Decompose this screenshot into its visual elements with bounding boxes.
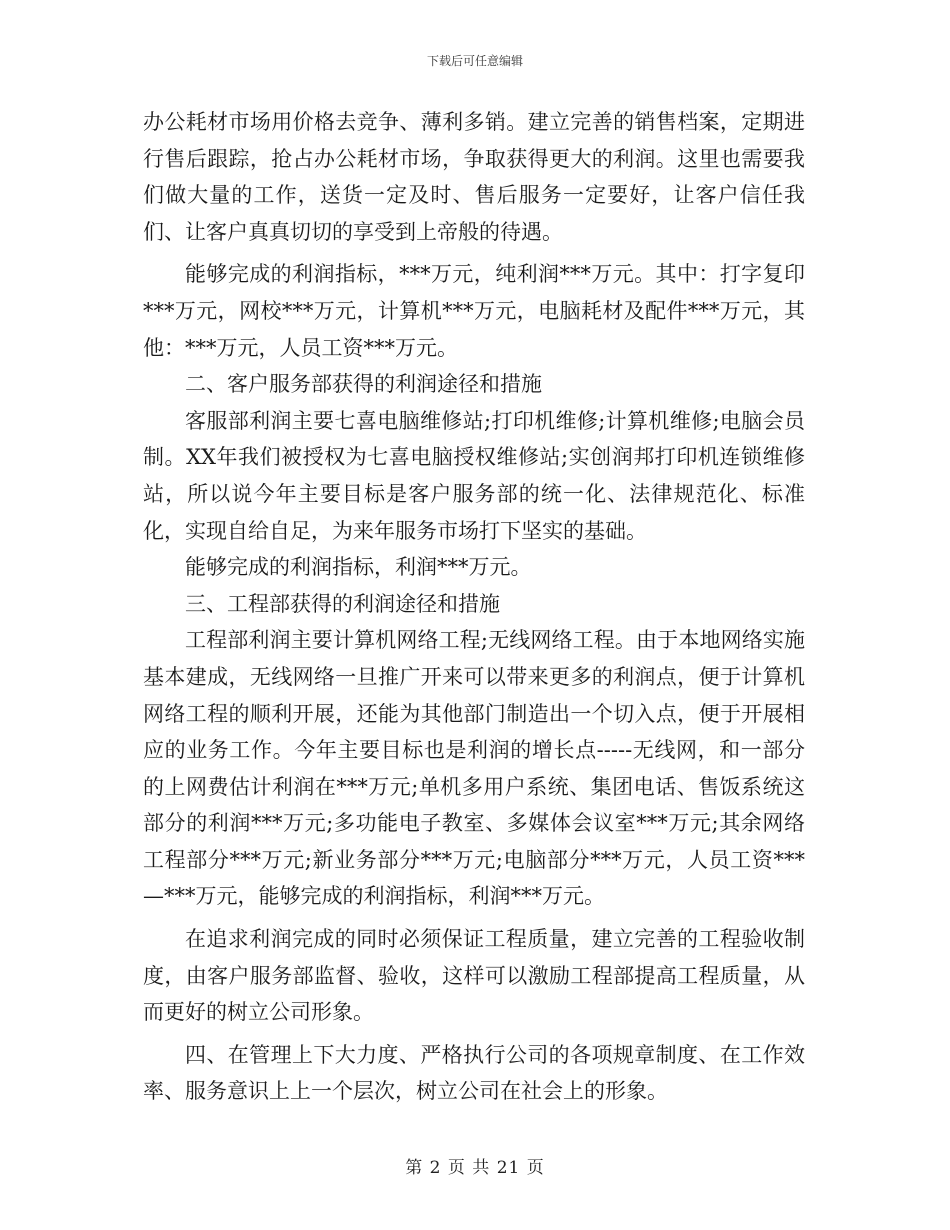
paragraph-3: 客服部利润主要七喜电脑维修站;打印机维修;计算机维修;电脑会员制。XX年我们被授权为七喜电脑授权维修站;实创润邦打印机连锁维修站，所以说今年主要目标是客户服务部的统一化、法律规范化、标准化，实现自给自足，为来年服务市场打下坚实的基础。 [143,408,805,543]
page-header: 下载后可任意编辑 [426,54,523,68]
paragraph-5: 工程部利润主要计算机网络工程;无线网络工程。由于本地网络实施基本建成，无线网络一旦推广开来可以带来更多的利润点，便于计算机网络工程的顺利开展，还能为其他部门制造出一个切入点，便于开展相应的业务工作。今年主要目标也是利润的增长点-----无线网，和一部分的上网费估计利润在***万元;单机多用户系统、集团电话、售饭系统这部分的利润***万元;多功能电子教室、多媒体会议室***万元;其余网络工程部分***万元;新业务部分***万元;电脑部分***万元，人员工资***—***万元，能够完成的利润指标，利润***万元。 [143,628,805,909]
paragraph-2: 能够完成的利润指标，***万元，纯利润***万元。其中：打字复印***万元，网校***万元，计算机***万元，电脑耗材及配件***万元，其他：***万元，人员工资***万元。 [143,262,805,360]
document-body [143,104,805,1110]
paragraph-6: 在追求利润完成的同时必须保证工程质量，建立完善的工程验收制度，由客户服务部监督、验收，这样可以激励工程部提高工程质量，从而更好的树立公司形象。 [143,927,805,1025]
paragraph-4: 能够完成的利润指标，利润***万元。 [185,555,532,580]
section-heading-2: 二、客户服务部获得的利润途径和措施 [185,372,542,397]
paragraph-1: 办公耗材市场用价格去竞争、薄利多销。建立完善的销售档案，定期进行售后跟踪，抢占办公耗材市场，争取获得更大的利润。这里也需要我们做大量的工作，送货一定及时、售后服务一定要好，让客户信任我们、让客户真真切切的享受到上帝般的待遇。 [143,110,805,244]
section-heading-4: 四、在管理上下大力度、严格执行公司的各项规章制度、在工作效率、服务意识上上一个层次，树立公司在社会上的形象。 [143,1042,805,1104]
page-footer: 第 2 页 共 21 页 [405,1158,545,1178]
section-heading-3: 三、工程部获得的利润途径和措施 [185,591,500,616]
